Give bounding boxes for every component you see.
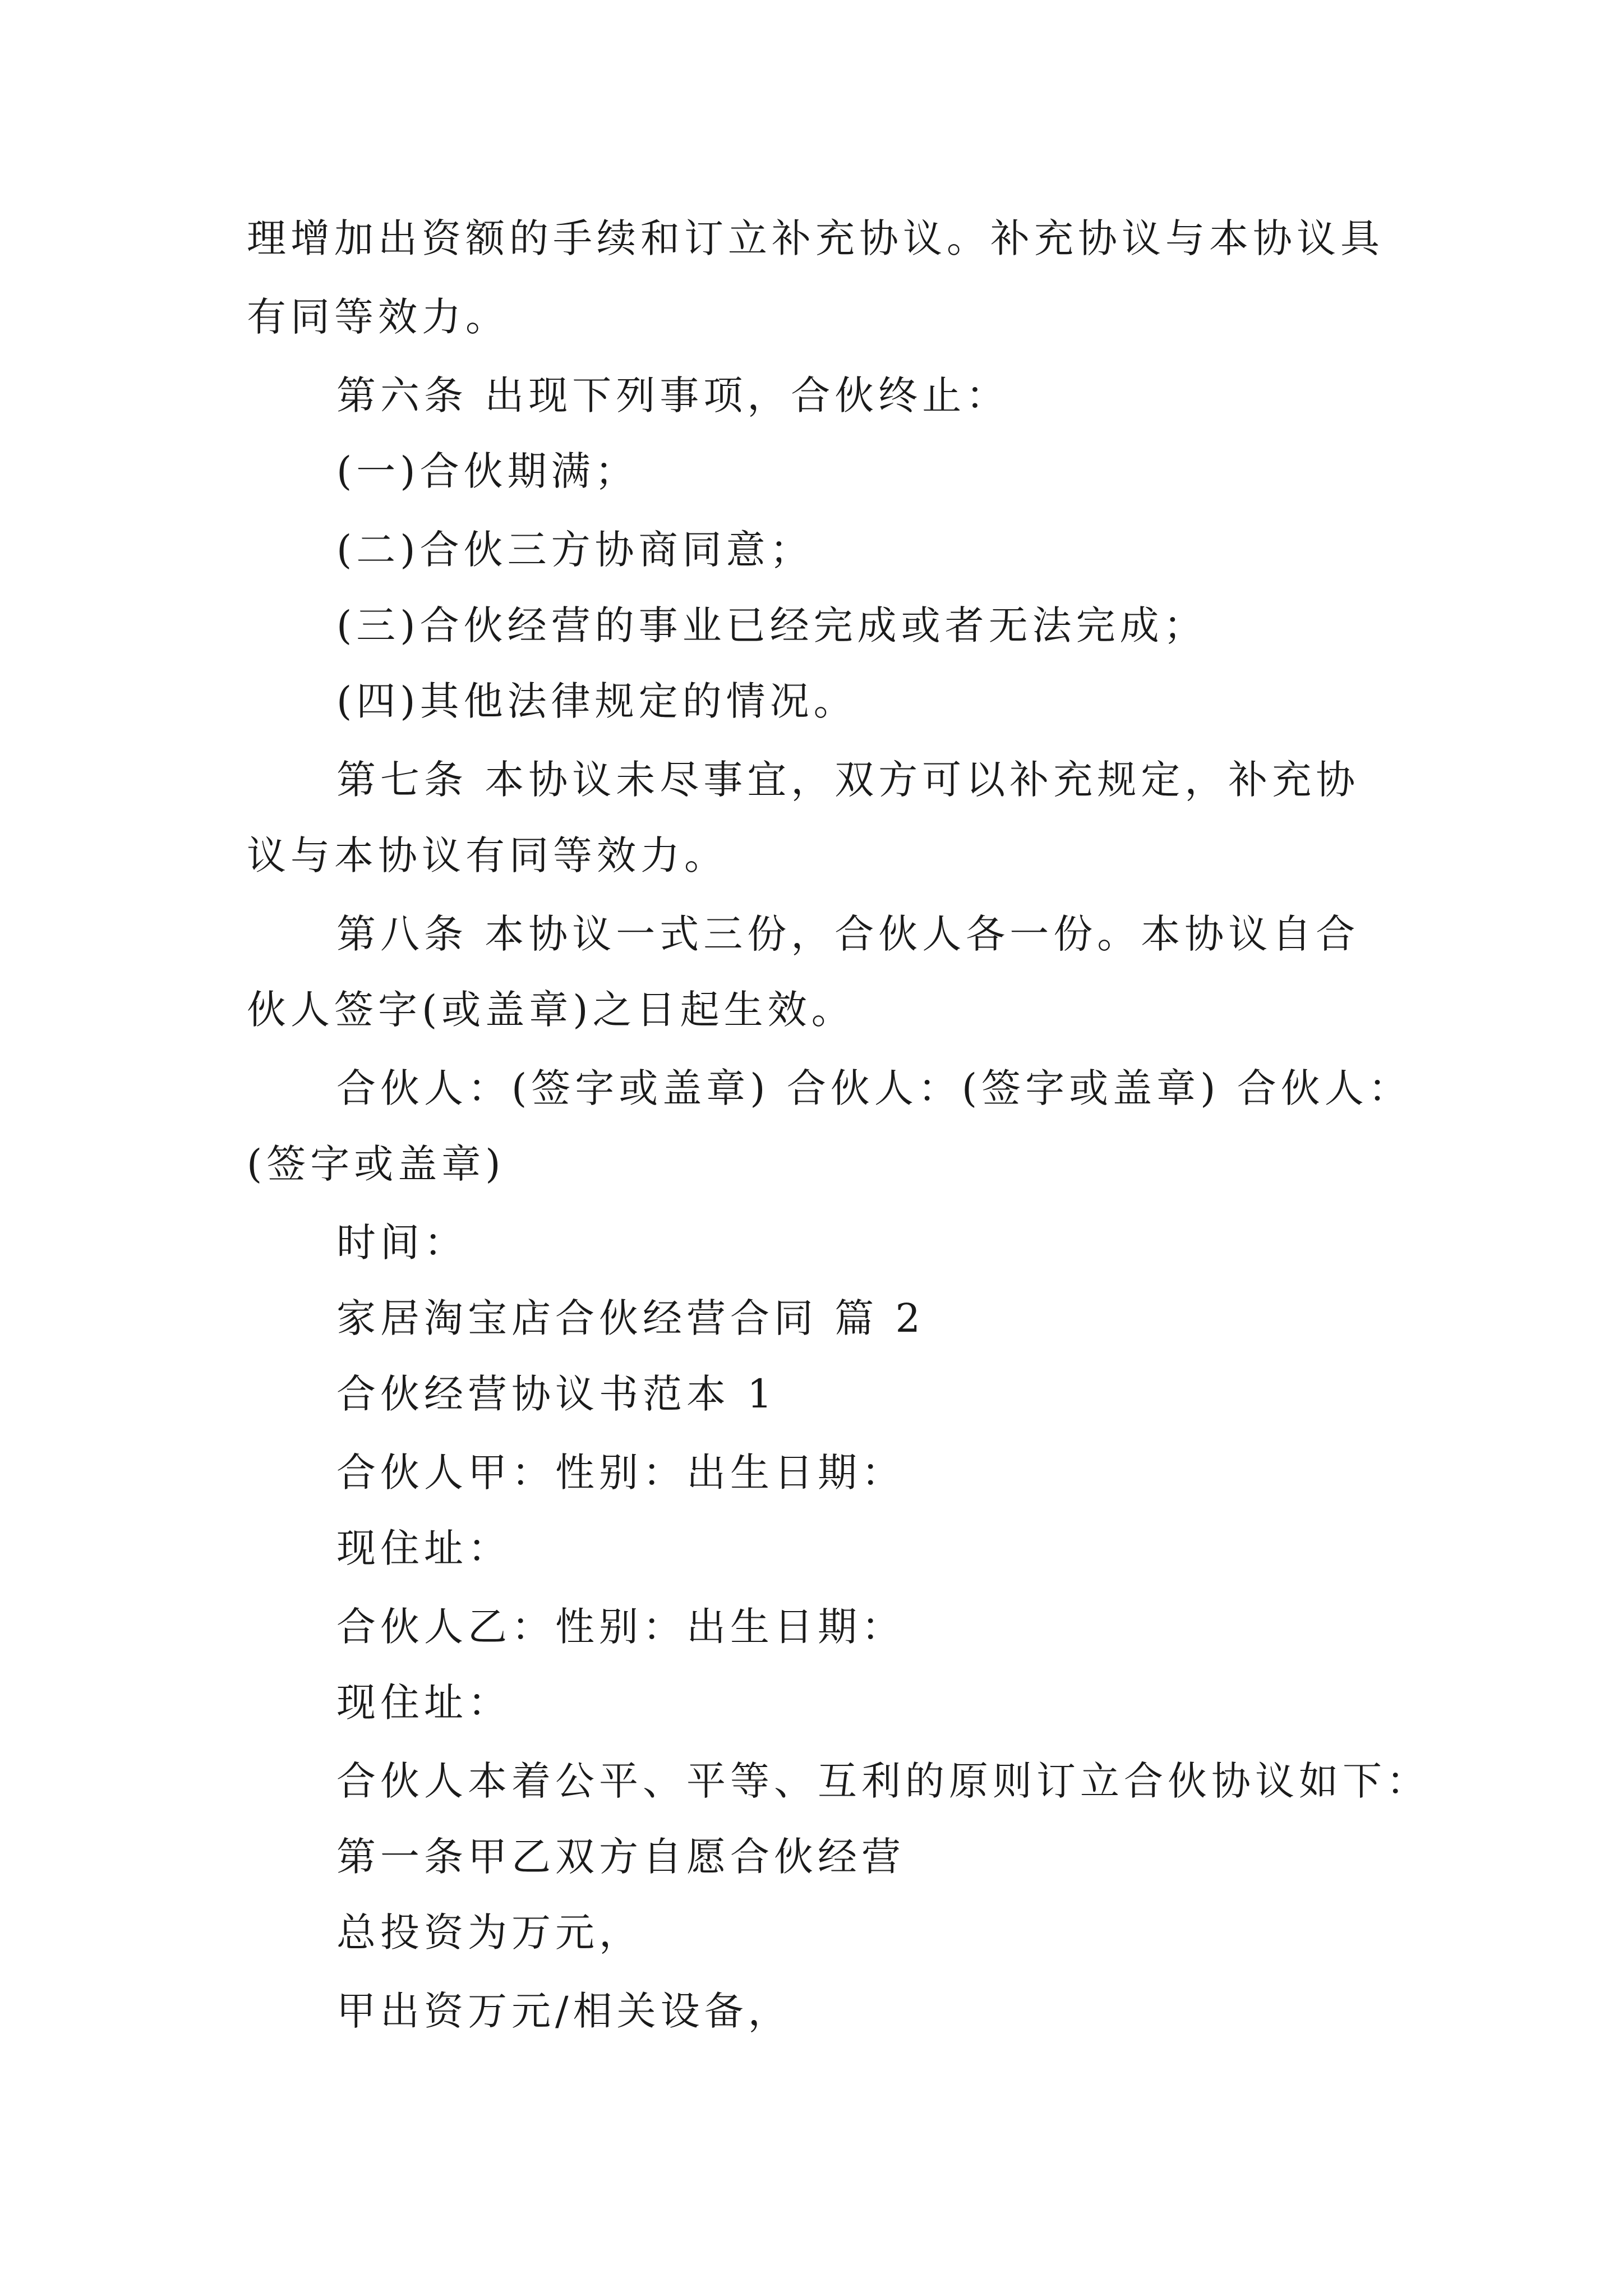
text-line: (三)合伙经营的事业已经完成或者无法完成； bbox=[336, 602, 1207, 648]
text-line: 时间： bbox=[336, 1220, 468, 1266]
section-heading: 家居淘宝店合伙经营合同 篇 2 bbox=[336, 1295, 925, 1341]
text-line: (签字或盖章) bbox=[247, 1141, 505, 1187]
text-line: 第八条 本协议一式三份，合伙人各一份。本协议自合 bbox=[336, 911, 1360, 957]
text-line: (四)其他法律规定的情况。 bbox=[336, 678, 857, 724]
text-line: 伙人签字(或盖章)之日起生效。 bbox=[247, 987, 855, 1033]
text-line: 甲出资万元/相关设备， bbox=[336, 1988, 792, 2034]
text-line: 第七条 本协议未尽事宜，双方可以补充规定，补充协 bbox=[336, 757, 1360, 803]
text-line: 合伙经营协议书范本 1 bbox=[336, 1371, 777, 1417]
text-line: (一)合伙期满； bbox=[336, 448, 639, 494]
text-line: 议与本协议有同等效力。 bbox=[247, 832, 728, 878]
text-line: 合伙人甲：性别：出生日期： bbox=[336, 1450, 905, 1496]
text-line: 现住址： bbox=[336, 1525, 511, 1571]
text-line: 合伙人：(签字或盖章) 合伙人：(签字或盖章) 合伙人： bbox=[336, 1065, 1412, 1111]
text-line: 现住址： bbox=[336, 1680, 511, 1726]
text-line: 理增加出资额的手续和订立补充协议。补充协议与本协议具 bbox=[247, 215, 1384, 261]
text-line: 第一条甲乙双方自愿合伙经营 bbox=[336, 1834, 905, 1880]
text-line: 有同等效力。 bbox=[247, 294, 509, 340]
text-line: 总投资为万元， bbox=[336, 1910, 643, 1955]
text-line: 合伙人本着公平、平等、互利的原则订立合伙协议如下： bbox=[336, 1758, 1430, 1804]
text-line: 合伙人乙：性别：出生日期： bbox=[336, 1604, 905, 1650]
text-line: (二)合伙三方协商同意； bbox=[336, 527, 814, 573]
text-line: 第六条 出现下列事项，合伙终止： bbox=[336, 372, 1010, 418]
